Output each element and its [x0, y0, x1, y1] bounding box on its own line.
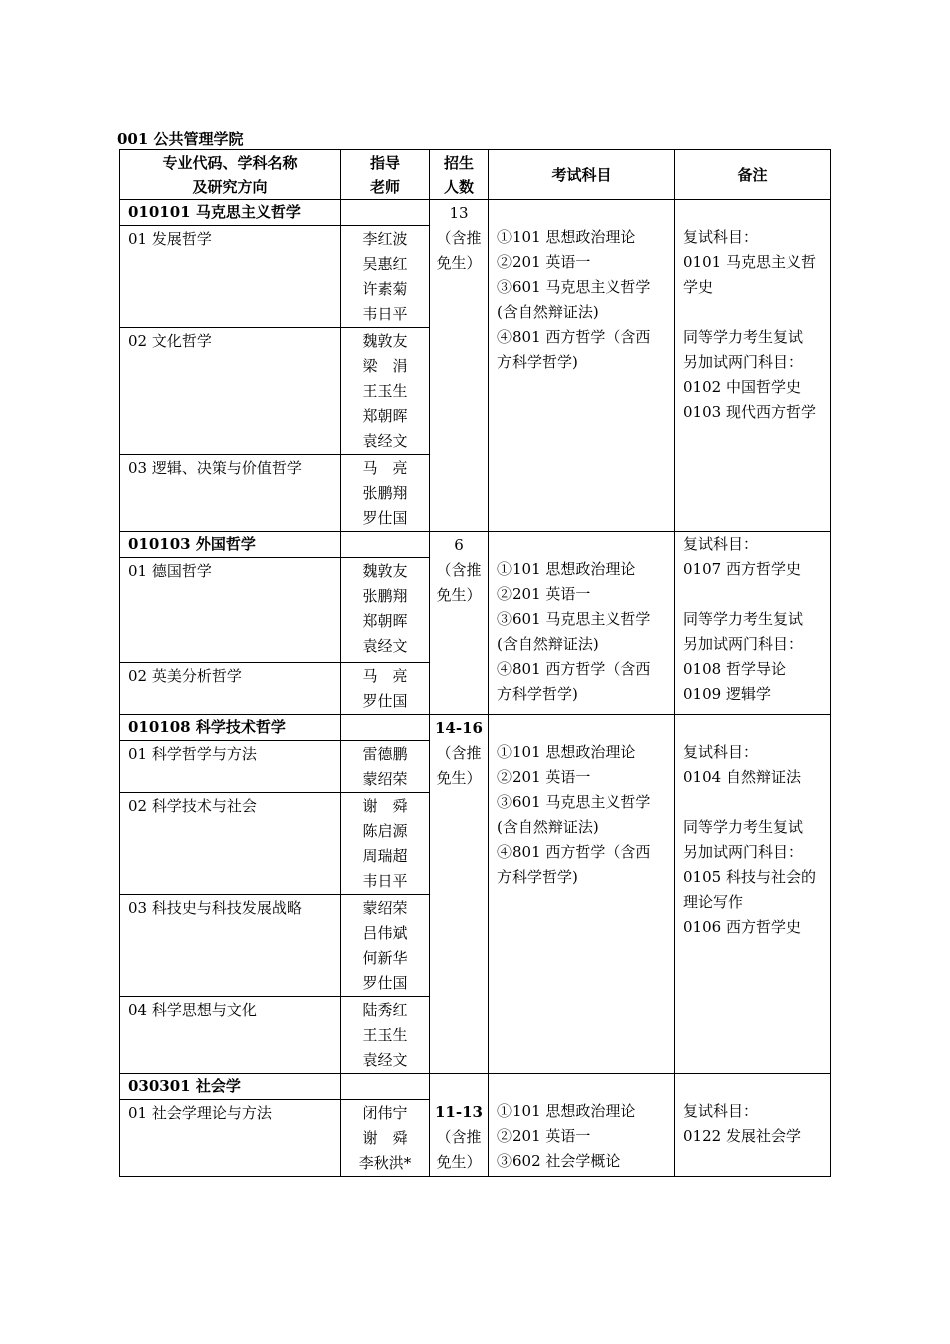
header-major: 专业代码、学科名称 及研究方向 — [120, 150, 341, 200]
teacher-list: 魏敦友 梁 涓 王玉生 郑朝晖 袁经文 — [341, 328, 430, 455]
major-row — [120, 1074, 831, 1100]
empty-cell — [341, 200, 430, 226]
major-title: 010103 外国哲学 — [120, 532, 341, 558]
teacher-list: 马 亮 罗仕国 — [341, 663, 430, 715]
empty-cell — [341, 715, 430, 741]
major-row — [120, 532, 831, 558]
direction-name: 02 英美分析哲学 — [120, 663, 341, 715]
direction-name: 01 社会学理论与方法 — [120, 1100, 341, 1177]
teacher-list: 李红波 吴惠红 许素菊 韦日平 — [341, 226, 430, 328]
major-title: 030301 社会学 — [120, 1074, 341, 1100]
major-title: 010108 科学技术哲学 — [120, 715, 341, 741]
direction-name: 02 科学技术与社会 — [120, 793, 341, 895]
exam-subjects: ①101 思想政治理论 ②201 英语一 ③602 社会学概论 — [489, 1074, 675, 1177]
exam-subjects: ①101 思想政治理论 ②201 英语一 ③601 马克思主义哲学 (含自然辩证法) ④801 西方哲学（含西 方科学哲学) — [489, 532, 675, 715]
major-title: 010101 马克思主义哲学 — [120, 200, 341, 226]
enroll-cell: 6 （含推 免生） — [430, 532, 489, 715]
empty-cell — [341, 532, 430, 558]
enroll-cell: 14-16 （含推 免生） — [430, 715, 489, 1074]
teacher-list: 陆秀红 王玉生 袁经文 — [341, 997, 430, 1074]
admissions-table — [119, 149, 831, 1177]
teacher-list: 谢 舜 陈启源 周瑞超 韦日平 — [341, 793, 430, 895]
header-teacher: 指导 老师 — [341, 150, 430, 200]
direction-name: 02 文化哲学 — [120, 328, 341, 455]
direction-name: 03 逻辑、决策与价值哲学 — [120, 455, 341, 532]
major-row — [120, 715, 831, 741]
header-row — [120, 150, 831, 200]
direction-name: 01 德国哲学 — [120, 558, 341, 663]
direction-name: 01 发展哲学 — [120, 226, 341, 328]
teacher-list: 雷德鹏 蒙绍荣 — [341, 741, 430, 793]
empty-cell — [341, 1074, 430, 1100]
exam-subjects: ①101 思想政治理论 ②201 英语一 ③601 马克思主义哲学 (含自然辩证法) ④801 西方哲学（含西 方科学哲学) — [489, 715, 675, 1074]
teacher-list: 闭伟宁 谢 舜 李秋洪* — [341, 1100, 430, 1177]
teacher-list: 魏敦友 张鹏翔 郑朝晖 袁经文 — [341, 558, 430, 663]
major-row — [120, 200, 831, 226]
direction-name: 03 科技史与科技发展战略 — [120, 895, 341, 997]
teacher-list: 蒙绍荣 吕伟斌 何新华 罗仕国 — [341, 895, 430, 997]
school-title: 001 公共管理学院 — [117, 130, 244, 148]
notes: 复试科目： 0107 西方哲学史 同等学力考生复试 另加试两门科目： 0108 哲学导论 0109 逻辑学 — [675, 532, 831, 715]
notes: 复试科目： 0122 发展社会学 — [675, 1074, 831, 1177]
enroll-cell: 11-13 （含推 免生） — [430, 1074, 489, 1177]
notes: 复试科目： 0101 马克思主义哲 学史 同等学力考生复试 另加试两门科目： 0102 中国哲学史 0103 现代西方哲学 — [675, 200, 831, 532]
exam-subjects: ①101 思想政治理论 ②201 英语一 ③601 马克思主义哲学 (含自然辩证法) ④801 西方哲学（含西 方科学哲学) — [489, 200, 675, 532]
teacher-list: 马 亮 张鹏翔 罗仕国 — [341, 455, 430, 532]
direction-name: 01 科学哲学与方法 — [120, 741, 341, 793]
header-enroll: 招生 人数 — [430, 150, 489, 200]
header-exam: 考试科目 — [489, 150, 675, 200]
header-note: 备注 — [675, 150, 831, 200]
notes: 复试科目： 0104 自然辩证法 同等学力考生复试 另加试两门科目： 0105 科技与社会的 理论写作 0106 西方哲学史 — [675, 715, 831, 1074]
enroll-cell: 13 （含推 免生） — [430, 200, 489, 532]
direction-name: 04 科学思想与文化 — [120, 997, 341, 1074]
